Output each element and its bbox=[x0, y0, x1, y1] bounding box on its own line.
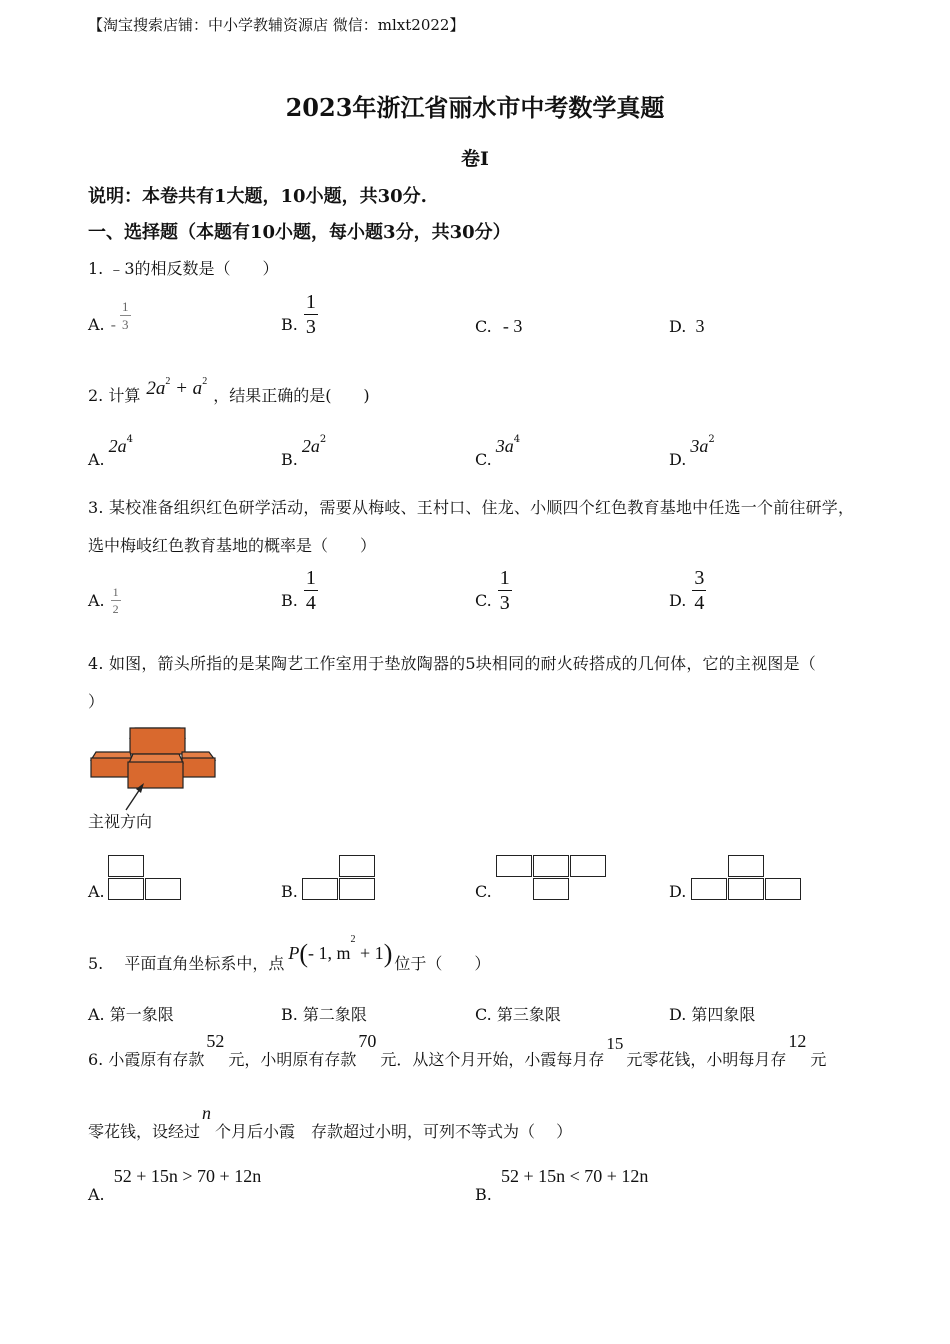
grid-cell bbox=[691, 878, 727, 900]
exponent: 4 bbox=[513, 434, 521, 445]
fraction bbox=[111, 586, 121, 615]
denominator: 3 bbox=[122, 316, 129, 332]
q3-option-a[interactable] bbox=[88, 570, 121, 616]
grid-cell bbox=[533, 855, 569, 877]
grid-cell bbox=[339, 878, 375, 900]
q1-stem: 1. ﹣3的相反数是（ ） bbox=[88, 259, 279, 278]
q5-stem bbox=[88, 934, 491, 974]
denominator: 2 bbox=[112, 601, 119, 616]
q4-option-b-label[interactable]: B. bbox=[281, 882, 298, 901]
denominator: 3 bbox=[499, 591, 510, 614]
grid-cell bbox=[108, 878, 144, 900]
q5-suffix: 位于（ ） bbox=[394, 954, 491, 973]
option-value: - 3 bbox=[502, 316, 523, 336]
text: 元．从这个月开始，小霞每月存 bbox=[380, 1050, 605, 1069]
q4-stem-line1: 4. 如图，箭头所指的是某陶艺工作室用于垫放陶器的5块相同的耐火砖搭成的几何体，它的主视图是（ bbox=[88, 654, 816, 673]
fraction bbox=[120, 300, 131, 331]
exponent: 2 bbox=[319, 434, 327, 445]
q3-option-b[interactable] bbox=[281, 564, 318, 616]
q4-option-a-label[interactable]: A. bbox=[88, 882, 105, 901]
q5-option-d[interactable]: D. 第四象限 bbox=[669, 1005, 756, 1024]
numerator: 1 bbox=[499, 566, 510, 589]
q1-option-c[interactable] bbox=[475, 316, 522, 337]
number: 15 bbox=[606, 1034, 624, 1053]
exponent: 2 bbox=[202, 376, 208, 387]
q5-point-expression bbox=[288, 936, 392, 966]
variable: n bbox=[202, 1103, 212, 1123]
grid-cell bbox=[533, 878, 569, 900]
grid-cell bbox=[108, 855, 144, 877]
option-value: 3a bbox=[495, 436, 514, 456]
q4-option-c-label[interactable]: C. bbox=[475, 882, 492, 901]
q5-option-a[interactable]: A. 第一象限 bbox=[88, 1005, 174, 1024]
brick-right bbox=[182, 758, 215, 777]
q1-option-b[interactable] bbox=[281, 288, 318, 340]
option-label: A. bbox=[88, 1185, 105, 1204]
option-label: B. bbox=[281, 314, 298, 334]
option-label: A. bbox=[88, 590, 105, 610]
fraction bbox=[304, 568, 318, 613]
numerator: 3 bbox=[694, 566, 705, 589]
denominator: 4 bbox=[305, 591, 316, 614]
coordinate: - 1, m bbox=[308, 943, 351, 963]
option-value: 2a bbox=[301, 436, 320, 456]
text: 元零花钱，小明每月存 bbox=[626, 1050, 787, 1069]
option-label: B. bbox=[475, 1185, 492, 1204]
q6-option-a[interactable] bbox=[88, 1166, 262, 1204]
inequality: 52 + 15n > 70 + 12n bbox=[113, 1166, 262, 1186]
minus-sign: - bbox=[110, 314, 117, 334]
q3-option-d[interactable] bbox=[669, 564, 706, 616]
text: 元，小明原有存款 bbox=[228, 1050, 357, 1069]
view-direction-label: 主视方向 bbox=[88, 812, 153, 831]
q6-option-b[interactable] bbox=[475, 1166, 649, 1204]
brick-top bbox=[130, 728, 185, 754]
q4-option-d-label[interactable]: D. bbox=[669, 882, 687, 901]
q2-prefix: 2. 计算 bbox=[88, 386, 141, 405]
q6-stem-line1 bbox=[88, 1031, 827, 1070]
exponent: 2 bbox=[708, 434, 715, 445]
left-paren: ( bbox=[299, 939, 309, 968]
q3-stem-line1: 3. 某校准备组织红色研学活动，需要从梅岐、王村口、住龙、小顺四个红色教育基地中任选一个前往研学， bbox=[88, 498, 855, 517]
option-label: D. bbox=[669, 317, 687, 336]
number: 70 bbox=[358, 1031, 377, 1051]
term: + a bbox=[170, 378, 203, 399]
q2-option-b[interactable] bbox=[281, 434, 327, 469]
option-label: D. bbox=[669, 450, 687, 469]
text: 元 bbox=[810, 1050, 827, 1069]
text: 6. 小霞原有存款 bbox=[88, 1050, 205, 1069]
header-note: 【淘宝搜索店铺：中小学教辅资源店 微信：mlxt2022】 bbox=[88, 16, 465, 34]
option-label: A. bbox=[88, 314, 105, 334]
grid-cell bbox=[145, 878, 181, 900]
q2-option-c[interactable] bbox=[475, 434, 521, 469]
q4-option-b-grid[interactable] bbox=[302, 855, 378, 903]
q2-option-d[interactable] bbox=[669, 434, 715, 469]
denominator: 3 bbox=[305, 315, 316, 338]
page-title: 2023年浙江省丽水市中考数学真题 bbox=[285, 93, 665, 122]
grid-cell bbox=[496, 855, 532, 877]
option-label: C. bbox=[475, 590, 492, 610]
q4-option-c-grid[interactable] bbox=[496, 855, 609, 903]
q5-prefix: 5. 平面直角坐标系中，点 bbox=[88, 954, 285, 973]
q2-option-a[interactable] bbox=[88, 434, 134, 469]
q2-stem bbox=[88, 376, 370, 406]
volume-label: 卷Ⅰ bbox=[461, 148, 489, 170]
option-label: A. bbox=[88, 450, 105, 469]
q2-expression bbox=[146, 378, 207, 400]
q5-option-c[interactable]: C. 第三象限 bbox=[475, 1005, 561, 1024]
right-paren: ) bbox=[383, 939, 393, 968]
q4-stem-line2: ） bbox=[88, 692, 105, 711]
point-name: P bbox=[288, 943, 300, 963]
q2-suffix: ，结果正确的是( ) bbox=[213, 386, 370, 405]
numerator: 1 bbox=[122, 298, 129, 314]
q1-option-a[interactable] bbox=[88, 290, 131, 340]
fraction bbox=[304, 292, 318, 337]
option-label: B. bbox=[281, 590, 298, 610]
coordinate-tail: + 1 bbox=[355, 943, 384, 963]
q3-option-c[interactable] bbox=[475, 564, 512, 616]
number: 52 bbox=[206, 1031, 225, 1051]
grid-cell bbox=[765, 878, 801, 900]
fraction bbox=[498, 568, 512, 613]
option-value: 3a bbox=[690, 436, 709, 456]
option-label: C. bbox=[475, 317, 492, 336]
text: 个月后小霞 存款超过小明，可列不等式为（ ） bbox=[215, 1122, 573, 1141]
grid-cell bbox=[570, 855, 606, 877]
numerator: 1 bbox=[112, 584, 119, 599]
fraction bbox=[692, 568, 706, 613]
option-value: 2a bbox=[108, 436, 127, 456]
exponent: 2 bbox=[165, 376, 171, 387]
grid-cell bbox=[302, 878, 338, 900]
q5-option-b[interactable]: B. 第二象限 bbox=[281, 1005, 367, 1024]
text: 零花钱，设经过 bbox=[88, 1122, 201, 1141]
denominator: 4 bbox=[694, 591, 705, 614]
q4-option-d-grid[interactable] bbox=[691, 855, 804, 903]
numerator: 1 bbox=[305, 566, 316, 589]
exponent: 2 bbox=[350, 934, 356, 945]
exponent: 4 bbox=[126, 434, 134, 445]
q3-stem-line2: 选中梅岐红色教育基地的概率是（ ） bbox=[88, 536, 377, 555]
q1-option-d[interactable] bbox=[669, 316, 704, 337]
option-label: C. bbox=[475, 450, 492, 469]
instruction: 说明：本卷共有1大题，10小题，共30分. bbox=[88, 186, 427, 207]
number: 12 bbox=[788, 1031, 807, 1051]
option-value: 3 bbox=[695, 316, 705, 336]
brick-stack-figure bbox=[86, 716, 226, 816]
inequality: 52 + 15n < 70 + 12n bbox=[500, 1166, 649, 1186]
grid-cell bbox=[339, 855, 375, 877]
brick-left bbox=[91, 758, 133, 777]
option-label: D. bbox=[669, 590, 687, 610]
q4-option-a-grid[interactable] bbox=[108, 855, 184, 903]
term: 2a bbox=[146, 378, 166, 399]
grid-cell bbox=[728, 878, 764, 900]
grid-cell bbox=[728, 855, 764, 877]
brick-front bbox=[128, 762, 183, 788]
option-label: B. bbox=[281, 450, 298, 469]
numerator: 1 bbox=[305, 290, 316, 313]
section-heading: 一、选择题（本题有10小题，每小题3分，共30分） bbox=[88, 222, 511, 243]
q6-stem-line2 bbox=[88, 1103, 573, 1142]
